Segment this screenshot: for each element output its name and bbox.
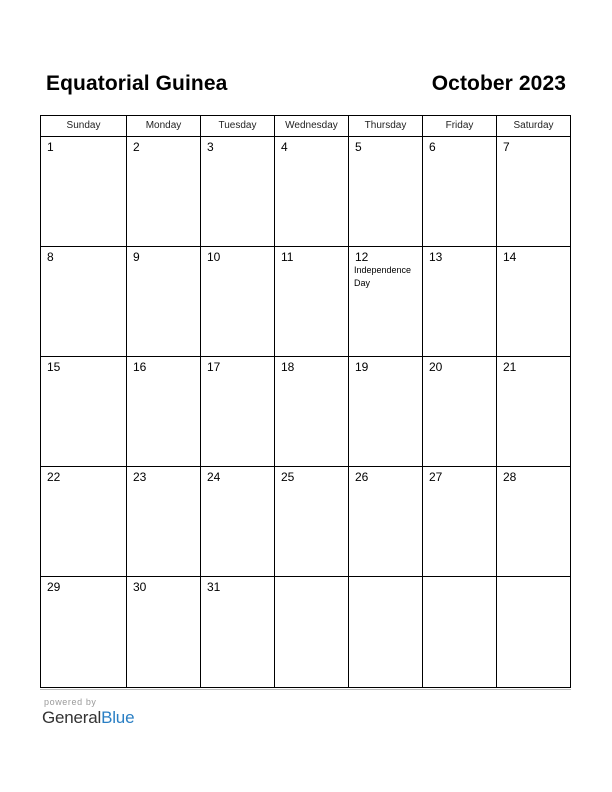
day-number: 15 xyxy=(47,360,61,374)
weekday-header-wednesday: Wednesday xyxy=(275,116,349,137)
day-number: 25 xyxy=(281,470,295,484)
day-number: 27 xyxy=(429,470,443,484)
brand-blue: Blue xyxy=(101,708,135,727)
day-cell xyxy=(201,577,275,687)
day-cell xyxy=(201,467,275,577)
generalblue-logo[interactable] xyxy=(42,708,134,728)
day-cell xyxy=(127,357,201,467)
day-cell xyxy=(41,577,127,687)
country-title: Equatorial Guinea xyxy=(46,72,228,95)
day-cell xyxy=(201,357,275,467)
day-cell xyxy=(349,137,423,247)
day-cell xyxy=(497,577,570,687)
day-number: 16 xyxy=(133,360,147,374)
day-cell xyxy=(201,137,275,247)
day-number: 5 xyxy=(355,140,362,154)
day-number: 12 xyxy=(355,250,369,264)
day-cell xyxy=(275,247,349,357)
day-cell xyxy=(275,467,349,577)
day-number: 10 xyxy=(207,250,221,264)
day-number: 21 xyxy=(503,360,517,374)
day-number: 7 xyxy=(503,140,510,154)
day-number: 26 xyxy=(355,470,369,484)
day-number: 8 xyxy=(47,250,54,264)
day-cell xyxy=(275,577,349,687)
weekday-header-monday: Monday xyxy=(127,116,201,137)
day-number: 23 xyxy=(133,470,147,484)
day-number: 4 xyxy=(281,140,288,154)
footer-divider xyxy=(40,689,571,690)
day-number: 9 xyxy=(133,250,140,264)
day-number: 11 xyxy=(281,250,294,264)
weekday-header-friday: Friday xyxy=(423,116,497,137)
day-cell xyxy=(349,357,423,467)
day-number: 31 xyxy=(207,580,221,594)
day-cell xyxy=(497,137,570,247)
day-number: 2 xyxy=(133,140,140,154)
day-number: 17 xyxy=(207,360,221,374)
day-cell xyxy=(349,467,423,577)
day-number: 29 xyxy=(47,580,61,594)
powered-by-label: powered by xyxy=(44,697,97,707)
day-cell xyxy=(497,247,570,357)
day-cell xyxy=(423,467,497,577)
day-cell xyxy=(497,467,570,577)
day-cell xyxy=(275,357,349,467)
day-number: 20 xyxy=(429,360,443,374)
day-number: 18 xyxy=(281,360,295,374)
calendar-grid xyxy=(40,115,571,688)
day-cell xyxy=(423,357,497,467)
day-cell xyxy=(201,247,275,357)
day-number: 3 xyxy=(207,140,214,154)
day-number: 30 xyxy=(133,580,147,594)
day-number: 24 xyxy=(207,470,221,484)
weekday-header-sunday: Sunday xyxy=(41,116,127,137)
day-cell xyxy=(349,577,423,687)
holiday-label: Independence Day xyxy=(354,265,412,288)
day-cell xyxy=(423,577,497,687)
brand-general: General xyxy=(42,708,102,727)
day-cell xyxy=(41,247,127,357)
day-cell xyxy=(349,247,423,357)
day-number: 6 xyxy=(429,140,436,154)
day-cell xyxy=(127,577,201,687)
day-cell xyxy=(423,247,497,357)
month-year-title: October 2023 xyxy=(431,72,566,95)
day-number: 14 xyxy=(503,250,517,264)
day-cell xyxy=(423,137,497,247)
day-cell xyxy=(41,137,127,247)
day-cell xyxy=(127,247,201,357)
day-cell xyxy=(41,467,127,577)
day-cell xyxy=(127,467,201,577)
day-number: 19 xyxy=(355,360,369,374)
day-number: 1 xyxy=(47,140,54,154)
day-number: 22 xyxy=(47,470,61,484)
day-cell xyxy=(275,137,349,247)
day-cell xyxy=(41,357,127,467)
day-cell xyxy=(127,137,201,247)
weekday-header-saturday: Saturday xyxy=(497,116,570,137)
weekday-header-tuesday: Tuesday xyxy=(201,116,275,137)
day-cell xyxy=(497,357,570,467)
day-number: 13 xyxy=(429,250,443,264)
day-number: 28 xyxy=(503,470,517,484)
weekday-header-thursday: Thursday xyxy=(349,116,423,137)
